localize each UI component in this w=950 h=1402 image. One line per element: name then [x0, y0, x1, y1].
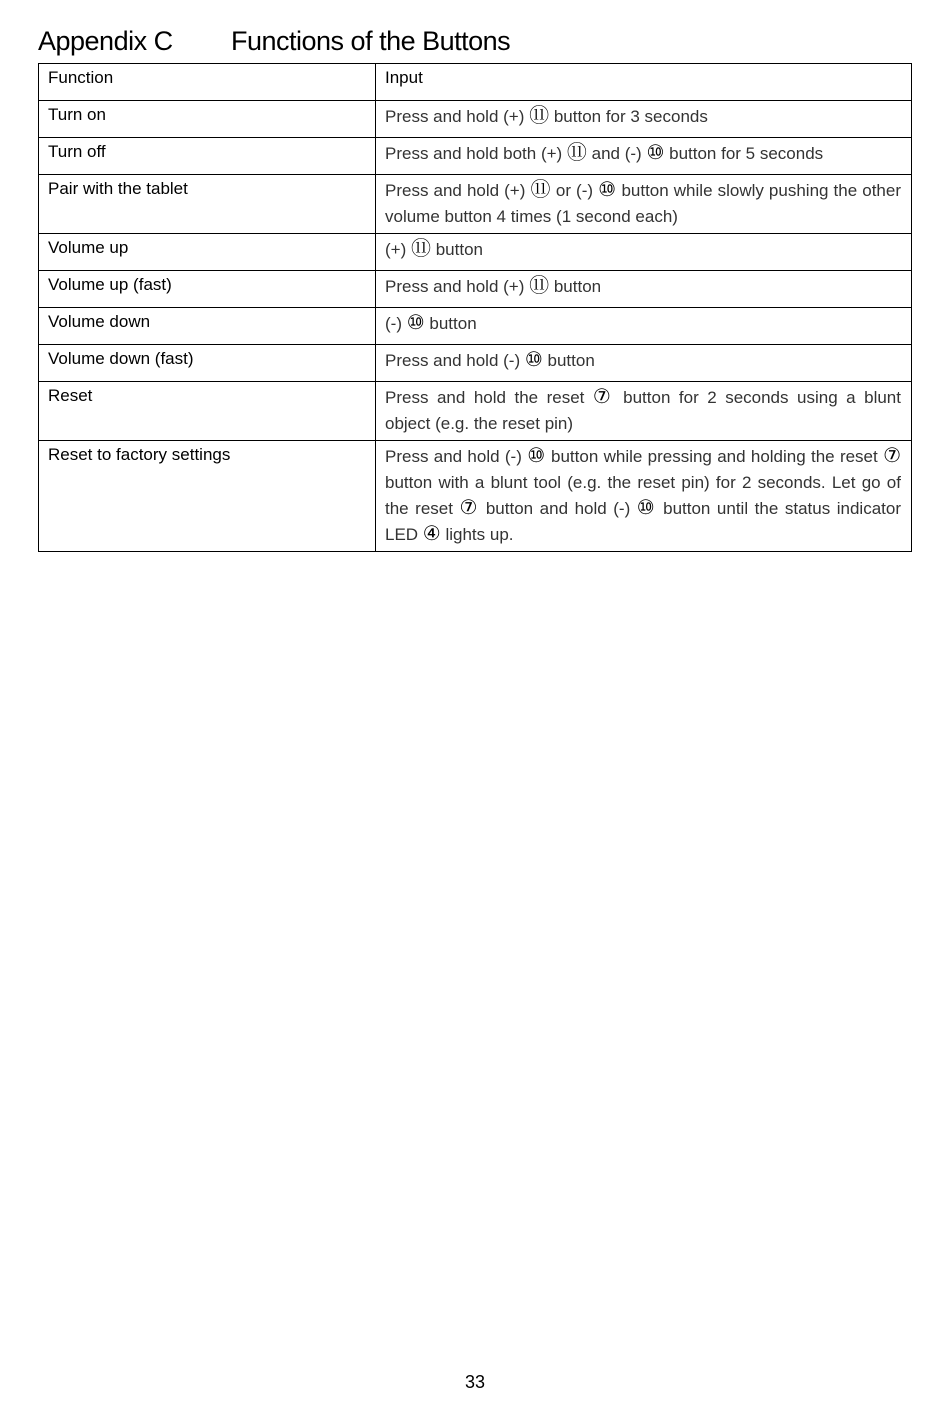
function-cell: Reset to factory settings — [39, 441, 376, 552]
button-number-11-icon: ⑪ — [529, 103, 550, 127]
input-cell: Press and hold (+) ⑪ or (-) ⑩ button while slowly pushing the other volume button 4 times (1 second each) — [376, 175, 912, 234]
table-row — [39, 271, 912, 308]
input-cell: Press and hold (-) ⑩ button — [376, 345, 912, 382]
input-cell: Press and hold (+) ⑪ button for 3 seconds — [376, 101, 912, 138]
function-cell: Volume up — [39, 234, 376, 271]
input-cell: Press and hold the reset ⑦ button for 2 seconds using a blunt object (e.g. the reset pin) — [376, 382, 912, 441]
button-number-10-icon: ⑩ — [527, 443, 546, 467]
button-functions-table — [38, 63, 912, 552]
function-cell: Turn off — [39, 138, 376, 175]
table-row — [39, 138, 912, 175]
button-number-7-icon: ⑦ — [883, 443, 901, 467]
appendix-label: Appendix C — [38, 26, 173, 56]
column-header-input: Input — [376, 64, 912, 101]
table-row — [39, 101, 912, 138]
button-number-10-icon: ⑩ — [646, 140, 665, 164]
table-row — [39, 382, 912, 441]
table-row — [39, 234, 912, 271]
table-row — [39, 441, 912, 552]
function-cell: Volume down — [39, 308, 376, 345]
button-number-10-icon: ⑩ — [406, 310, 425, 334]
button-number-11-icon: ⑪ — [529, 273, 550, 297]
input-cell: (+) ⑪ button — [376, 234, 912, 271]
function-cell: Volume down (fast) — [39, 345, 376, 382]
button-number-11-icon: ⑪ — [566, 140, 587, 164]
table-row — [39, 345, 912, 382]
button-number-7-icon: ⑦ — [459, 495, 480, 519]
table-header-row — [39, 64, 912, 101]
page-title: Functions of the Buttons — [231, 26, 511, 56]
page-number: 33 — [464, 1372, 486, 1392]
input-cell: (-) ⑩ button — [376, 308, 912, 345]
input-cell: Press and hold (+) ⑪ button — [376, 271, 912, 308]
button-number-10-icon: ⑩ — [524, 347, 543, 371]
input-cell: Press and hold both (+) ⑪ and (-) ⑩ button for 5 seconds — [376, 138, 912, 175]
function-cell: Volume up (fast) — [39, 271, 376, 308]
table-row — [39, 175, 912, 234]
column-header-function: Function — [39, 64, 376, 101]
function-cell: Turn on — [39, 101, 376, 138]
led-number-4-icon: ④ — [422, 521, 441, 545]
function-cell: Reset — [39, 382, 376, 441]
button-number-10-icon: ⑩ — [636, 495, 657, 519]
function-cell: Pair with the tablet — [39, 175, 376, 234]
button-number-7-icon: ⑦ — [592, 384, 615, 408]
table-row — [39, 308, 912, 345]
button-number-10-icon: ⑩ — [598, 177, 617, 201]
page-heading — [38, 26, 510, 62]
input-cell: Press and hold (-) ⑩ button while pressing and holding the reset ⑦ button with a blunt tool (e.g. the reset pin) for 2 seconds. Let go of the reset ⑦ button and hold (-) ⑩ button until the status indicator LED ④ lights up. — [376, 441, 912, 552]
button-number-11-icon: ⑪ — [530, 177, 551, 201]
button-number-11-icon: ⑪ — [410, 236, 431, 260]
